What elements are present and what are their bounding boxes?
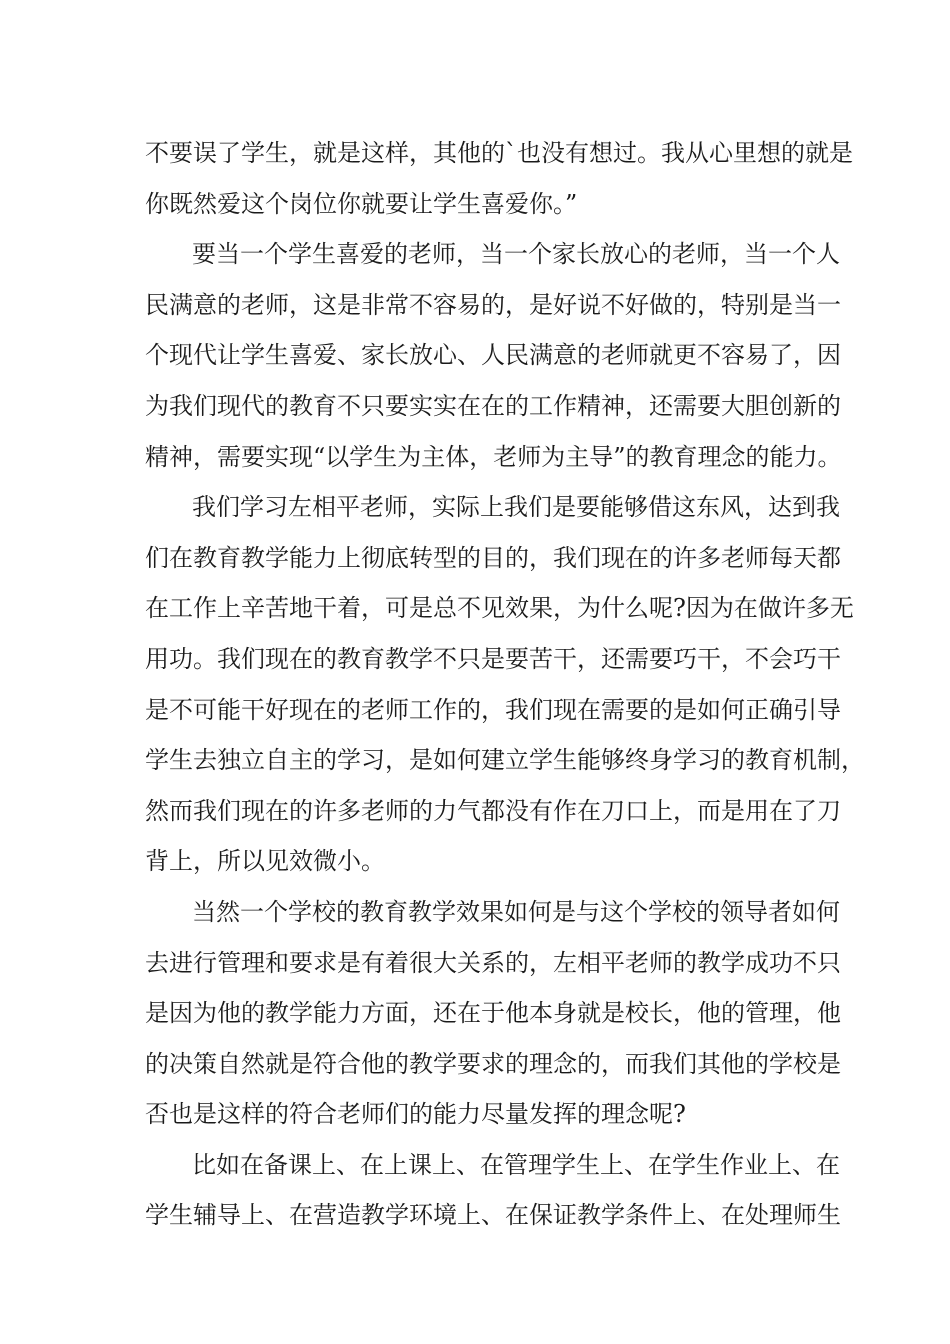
text-line: 去进行管理和要求是有着很大关系的，左相平老师的教学成功不只	[145, 948, 841, 977]
text-line: 精神，需要实现“以学生为主体，老师为主导”的教育理念的能力。	[145, 442, 842, 471]
text-line: 民满意的老师，这是非常不容易的，是好说不好做的，特别是当一	[145, 290, 841, 319]
text-line: 是因为他的教学能力方面，还在于他本身就是校长，他的管理，他	[145, 999, 841, 1028]
text-line: 用功。我们现在的教育教学不只是要苦干，还需要巧干，不会巧干	[145, 644, 841, 673]
paragraph-start-line: 当然一个学校的教育教学效果如何是与这个学校的领导者如何	[192, 897, 840, 926]
text-line: 是不可能干好现在的老师工作的，我们现在需要的是如何正确引导	[145, 695, 841, 724]
body-text	[145, 128, 865, 1241]
text-line: 背上，所以见效微小。	[145, 847, 385, 876]
paragraph-start-line: 我们学习左相平老师，实际上我们是要能够借这东风，达到我	[192, 493, 840, 522]
paragraph-start-line: 比如在备课上、在上课上、在管理学生上、在学生作业上、在	[192, 1150, 840, 1179]
text-line: 在工作上辛苦地干着，可是总不见效果，为什么呢?因为在做许多无	[145, 594, 854, 623]
text-line: 不要误了学生，就是这样，其他的`也没有想过。我从心里想的就是	[145, 139, 853, 167]
paragraph-start-line: 要当一个学生喜爱的老师，当一个家长放心的老师，当一个人	[192, 240, 840, 269]
text-line: 的决策自然就是符合他的教学要求的理念的，而我们其他的学校是	[145, 1049, 841, 1078]
text-line: 否也是这样的符合老师们的能力尽量发挥的理念呢?	[145, 1100, 686, 1129]
text-line: 为我们现代的教育不只要实实在在的工作精神，还需要大胆创新的	[145, 391, 841, 420]
text-line: 学生去独立自主的学习，是如何建立学生能够终身学习的教育机制，	[145, 746, 865, 775]
text-line: 你既然爱这个岗位你就要让学生喜爱你。”	[145, 189, 578, 218]
text-line: 个现代让学生喜爱、家长放心、人民满意的老师就更不容易了，因	[145, 341, 841, 370]
text-line: 学生辅导上、在营造教学环境上、在保证教学条件上、在处理师生	[145, 1201, 841, 1230]
text-line: 然而我们现在的许多老师的力气都没有作在刀口上，而是用在了刀	[145, 796, 841, 825]
text-line: 们在教育教学能力上彻底转型的目的，我们现在的许多老师每天都	[145, 543, 841, 572]
